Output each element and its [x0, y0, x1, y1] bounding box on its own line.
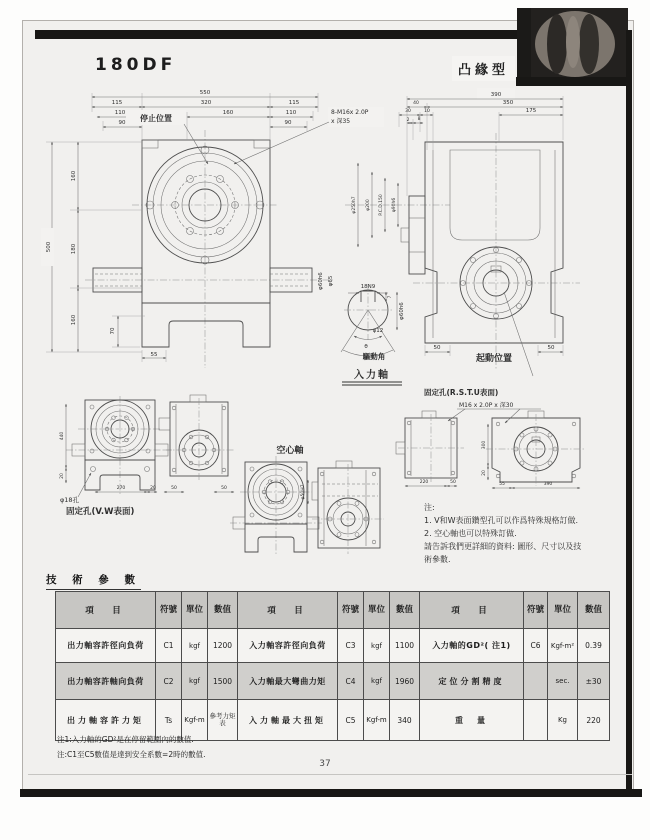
header-item-1: 項 目 [56, 592, 156, 629]
dim-180: 180 [71, 243, 77, 255]
dim-20b: 20 [150, 486, 156, 491]
table-note-2: 注:C1至C5數值是達到安全系數=2時的數值. [57, 750, 206, 759]
hollow-shaft-title: 空心軸 [276, 446, 304, 456]
header-value-1: 數值 [208, 592, 238, 629]
table-cell: 入力軸最大彎曲力矩 [238, 663, 338, 700]
dia-250h7: φ250h7 [352, 196, 357, 214]
hollow-shaft-views [230, 444, 384, 556]
table-cell: kgf [364, 663, 390, 700]
dim-55b: 55 [499, 482, 505, 487]
shaft-dia-label: φ60h6 [318, 272, 324, 290]
table-cell: 出力軸容許徑向負荷 [56, 629, 156, 663]
top-rule-bar [35, 30, 518, 39]
table-cell: 1100 [390, 629, 420, 663]
table-cell: 出力軸容許力矩 [56, 700, 156, 741]
dim-2: 2 [406, 118, 410, 123]
technical-drawing [30, 85, 630, 570]
detail-shaft-dia: φ60h6 [399, 302, 405, 320]
header-unit-3: 單位 [548, 592, 578, 629]
table-cell: 1960 [390, 663, 420, 700]
header-value-3: 數值 [578, 592, 610, 629]
table-cell: 1200 [208, 629, 238, 663]
dia-pcd150: P.C.D.150 [379, 194, 384, 216]
dim-50b: 50 [221, 486, 227, 491]
dim-160: 160 [222, 110, 234, 116]
dim-550: 550 [199, 90, 211, 96]
dim-90r: 90 [284, 120, 292, 126]
page-edge-bottom [20, 789, 642, 797]
input-shaft-detail [341, 284, 405, 385]
dim-160b: 160 [71, 314, 77, 326]
dim-8: 8 [417, 117, 421, 122]
dim-500: 500 [46, 241, 52, 253]
vw-fixing-hole-views [59, 395, 234, 517]
table-cell: 出力軸容許軸向負荷 [56, 663, 156, 700]
drawing-notes [424, 502, 581, 564]
params-section-title: 技 術 參 數 [46, 572, 141, 590]
front-view [41, 90, 384, 368]
table-note-1: 注1:入力軸的GD²是在停留範圍內的數值. [57, 735, 194, 744]
table-cell: Ts [156, 700, 182, 741]
dim-90l: 90 [118, 120, 126, 126]
table-cell: C2 [156, 663, 182, 700]
table-cell: kgf [364, 629, 390, 663]
input-shaft-title: 入力軸 [354, 370, 390, 381]
dim-55: 55 [150, 352, 158, 358]
dim-390: 390 [490, 92, 502, 98]
keyway-label: 18N9 [360, 284, 376, 290]
table-cell: C4 [338, 663, 364, 700]
drive-angle-label: 驅動角 [362, 352, 386, 361]
dim-115l: 115 [111, 100, 123, 106]
header-unit-2: 單位 [364, 592, 390, 629]
table-cell: Kgf-m² [548, 629, 578, 663]
table-cell [524, 663, 548, 700]
dim-270: 270 [116, 486, 126, 491]
note-line2: 2. 空心軸也可以特殊訂做. [424, 529, 517, 538]
dim-390b: 390 [543, 482, 553, 487]
table-cell: 定位分割精度 [420, 663, 524, 700]
dim-115r: 115 [288, 100, 300, 106]
dim-110r: 110 [285, 110, 297, 116]
table-cell: 入力軸容許徑向負荷 [238, 629, 338, 663]
table-cell: sec. [548, 663, 578, 700]
note-line4: 術參數. [424, 555, 451, 564]
dim-phi12: φ12 [372, 328, 384, 334]
cam-photo-image [517, 8, 628, 77]
header-symbol-3: 符號 [524, 592, 548, 629]
table-cell [524, 700, 548, 741]
dim-110l: 110 [114, 110, 126, 116]
header-value-2: 數值 [390, 592, 420, 629]
rstu-fixing-hole-views [396, 387, 586, 488]
dia-90h6: φ90h6 [392, 197, 397, 213]
table-cell: C3 [338, 629, 364, 663]
rstu-caption: 固定孔(R.S.T.U表面) [424, 388, 499, 397]
dim-175: 175 [525, 108, 537, 114]
page-number: 37 [319, 759, 331, 769]
table-header-row [56, 592, 610, 629]
vw-caption: 固定孔(V.W表面) [66, 507, 135, 517]
table-cell: 入力軸最大扭矩 [238, 700, 338, 741]
dim-220: 220 [419, 480, 429, 485]
dim-20c: 20 [482, 470, 487, 476]
dim-50r: 50 [547, 345, 555, 351]
model-number: 180DF [95, 55, 177, 75]
table-cell: Kgf-m [182, 700, 208, 741]
table-cell: 參考力矩表 [208, 700, 238, 741]
table-cell: 入力軸的GD²( 注1) [420, 629, 524, 663]
hole-phi18-label: φ18孔 [60, 496, 80, 504]
dia-200: φ200 [366, 199, 371, 211]
note-line3: 請告訴我們更詳細的資料: 圖形、尺寸以及技 [424, 542, 582, 551]
table-cell: C6 [524, 629, 548, 663]
dim-10: 10 [424, 109, 430, 114]
theta-label: θ [364, 344, 368, 350]
dim-320: 320 [200, 100, 212, 106]
note-head: 注: [424, 503, 435, 512]
dim-20v: 20 [60, 473, 65, 479]
table-row [56, 629, 610, 663]
table-cell: kgf [182, 663, 208, 700]
tap-note-line1: 8-M16x 2.0P [331, 109, 369, 116]
table-cell: Kg [548, 700, 578, 741]
header-item-3: 項 目 [420, 592, 524, 629]
dim-50l: 50 [433, 345, 441, 351]
dim-30: 30 [405, 109, 411, 114]
table-cell: C5 [338, 700, 364, 741]
dim-50a: 50 [171, 486, 177, 491]
table-cell: 340 [390, 700, 420, 741]
dim-440: 440 [60, 431, 65, 441]
dim-phi50: φ50H7 [301, 484, 306, 500]
note-line1: 1. V和W表面鑽型孔可以作爲特殊規格訂做. [424, 516, 579, 525]
header-symbol-1: 符號 [156, 592, 182, 629]
table-cell: 重 量 [420, 700, 524, 741]
tap-note-line2: x 深35 [331, 118, 351, 125]
dim-70: 70 [110, 327, 116, 335]
table-cell: kgf [182, 629, 208, 663]
dim-350: 350 [502, 100, 514, 106]
dim-40: 40 [413, 101, 419, 106]
start-position-label: 起動位置 [475, 354, 513, 364]
table-cell: 0.39 [578, 629, 610, 663]
dim-300: 300 [482, 440, 487, 450]
table-cell: Kgf-m [364, 700, 390, 741]
stop-position-label: 停止位置 [140, 114, 172, 123]
table-cell: 1500 [208, 663, 238, 700]
type-label: 凸緣型 [452, 56, 515, 81]
table-cell: 220 [578, 700, 610, 741]
header-unit-1: 單位 [182, 592, 208, 629]
dim-7: 7 [388, 295, 393, 299]
dim-50c: 50 [450, 480, 456, 485]
table-cell: C1 [156, 629, 182, 663]
dim-160t: 160 [71, 170, 77, 182]
header-item-2: 項 目 [238, 592, 338, 629]
bottom-rule [28, 774, 632, 775]
table-cell: ±30 [578, 663, 610, 700]
header-symbol-2: 符號 [338, 592, 364, 629]
technical-parameters-table [55, 591, 610, 741]
rstu-tap-note: M16 x 2.0P x 深30 [459, 402, 514, 409]
table-row [56, 663, 610, 700]
shaft-dia2-label: φ65 [328, 275, 334, 287]
cam-photo [517, 8, 628, 77]
